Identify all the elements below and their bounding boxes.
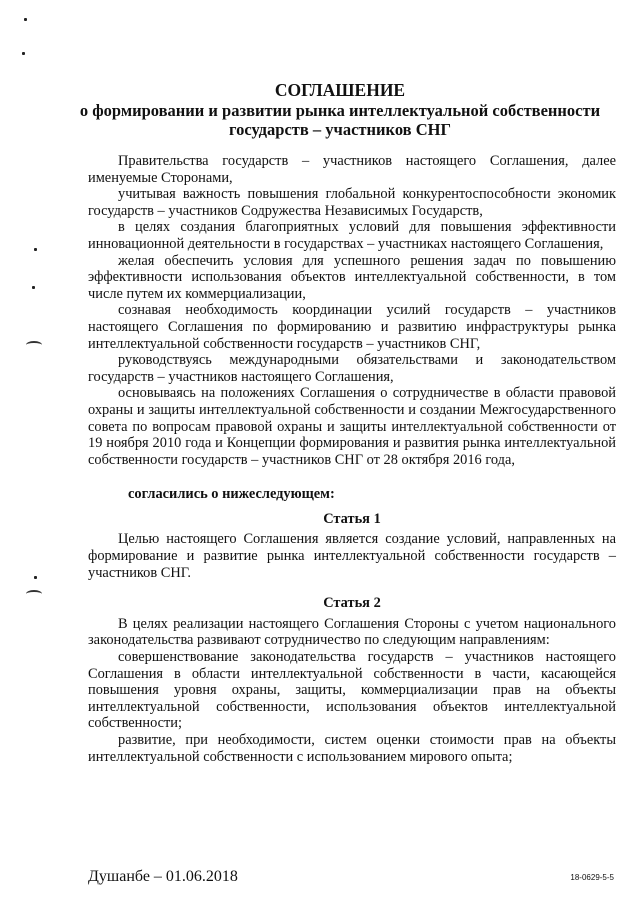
document-subtitle-line2: государств – участников СНГ: [229, 120, 451, 139]
scan-speck: [34, 576, 37, 579]
hole-punch-mark: [26, 341, 42, 349]
scan-speck: [32, 286, 35, 289]
preamble-paragraph: руководствуясь международными обязательствами и законодательством государств – участников настоящего Соглашения,: [88, 352, 616, 385]
preamble-paragraph: в целях создания благоприятных условий для повышения эффективности инновационной деятельности в государствах – участниках настоящего Соглашения,: [88, 219, 616, 252]
scan-speck: [22, 52, 25, 55]
article-1-heading: Статья 1: [323, 510, 381, 527]
article-2-item: совершенствование законодательства государств – участников настоящего Соглашения в области интеллектуальной собственности в части, касающейся повышения уровня охраны, защиты, коммерциализации прав на объекты интеллектуальной собственности, использования объектов интеллектуальной собственности;: [88, 649, 616, 732]
scan-speck: [34, 248, 37, 251]
preamble-paragraph: основываясь на положениях Соглашения о сотрудничестве в области правовой охраны и защиты интеллектуальной собственности и создании Межгосударственного совета по вопросам правовой охраны и защиты интеллектуальной собственности от 19 ноября 2010 года и Концепции формирования и развития рынка интеллектуальной собственности государств – участников СНГ от 28 октября 2016 года,: [88, 385, 616, 468]
hole-punch-mark: [26, 590, 42, 598]
article-1-text: Целью настоящего Соглашения является создание условий, направленных на формирование и развитие рынка интеллектуальной собственности государств – участников СНГ.: [88, 531, 616, 581]
article-2-heading: Статья 2: [323, 595, 381, 612]
document-body: [88, 153, 616, 765]
title-block: [60, 80, 620, 139]
agreed-statement: согласились о нижеследующем:: [128, 486, 335, 503]
footer-doc-code: 18-0629-5-5: [570, 873, 614, 882]
preamble-paragraph: сознавая необходимость координации усилий государств – участников настоящего Соглашения по формированию и развитию инфраструктуры рынка интеллектуальной собственности государств – участников СНГ,: [88, 302, 616, 352]
document-title: СОГЛАШЕНИЕ: [274, 80, 406, 100]
preamble-paragraph: учитывая важность повышения глобальной конкурентоспособности экономик государств – участников Содружества Независимых Государств,: [88, 186, 616, 219]
article-2-intro: В целях реализации настоящего Соглашения Стороны с учетом национального законодательства развивают сотрудничество по следующим направлениям:: [88, 615, 616, 649]
article-2-item: развитие, при необходимости, систем оценки стоимости прав на объекты интеллектуальной собственности с использованием мирового опыта;: [88, 732, 616, 765]
footer-city-date: Душанбе – 01.06.2018: [88, 868, 238, 885]
document-subtitle-line1: о формировании и развитии рынка интеллектуальной собственности: [79, 101, 601, 120]
preamble-paragraph: Правительства государств – участников настоящего Соглашения, далее именуемые Сторонами,: [88, 153, 616, 186]
preamble-paragraph: желая обеспечить условия для успешного решения задач по повышению эффективности использования объектов интеллектуальной собственности, в том числе путем их коммерциализации,: [88, 252, 616, 302]
scan-speck: [24, 18, 27, 21]
